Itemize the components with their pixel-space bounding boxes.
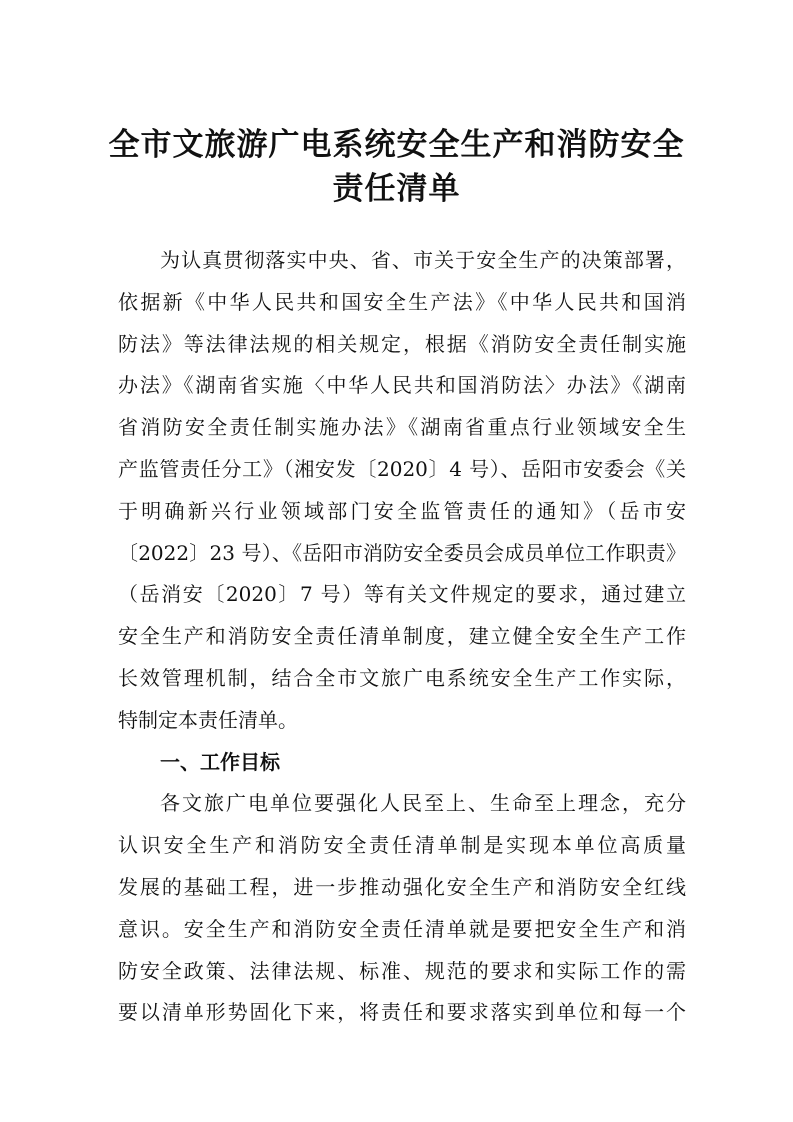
text-line: 于明确新兴行业领域部门安全监管责任的通知》（岳市安 <box>118 498 686 523</box>
text-line: 产监管责任分工》（湘安发〔2020〕4 号）、岳阳市安委会《关 <box>118 456 686 481</box>
intro-paragraph <box>118 240 686 742</box>
document-title <box>80 123 713 211</box>
text-line: 省消防安全责任制实施办法》《湖南省重点行业领域安全生 <box>118 415 686 440</box>
text-line: 认识安全生产和消防安全责任清单制是实现本单位高质量 <box>118 833 686 858</box>
text-line: 各文旅广电单位要强化人民至上、生命至上理念，充分 <box>160 791 686 816</box>
text-line: 要以清单形势固化下来，将责任和要求落实到单位和每一个 <box>118 1000 686 1025</box>
text-line: 安全生产和消防安全责任清单制度，建立健全安全生产工作 <box>118 624 686 649</box>
text-line: 〔2022〕23 号）、《岳阳市消防安全委员会成员单位工作职责》 <box>118 540 686 565</box>
text-line: 依据新《中华人民共和国安全生产法》《中华人民共和国消 <box>118 289 686 314</box>
title-line-2: 责任清单 <box>332 171 461 207</box>
text-line: 发展的基础工程，进一步推动强化安全生产和消防安全红线 <box>118 874 686 899</box>
section-heading: 一、工作目标 <box>160 749 280 774</box>
text-line: 防法》等法律法规的相关规定，根据《消防安全责任制实施 <box>118 331 686 356</box>
document-body <box>118 240 686 1034</box>
text-line: 办法》《湖南省实施〈中华人民共和国消防法〉办法》《湖南 <box>118 373 686 398</box>
text-line: 长效管理机制，结合全市文旅广电系统安全生产工作实际， <box>118 665 686 690</box>
text-line: 意识。安全生产和消防安全责任清单就是要把安全生产和消 <box>118 916 686 941</box>
title-line-1: 全市文旅游广电系统安全生产和消防安全 <box>108 127 685 163</box>
text-line: （岳消安〔2020〕7 号）等有关文件规定的要求，通过建立 <box>118 582 686 607</box>
text-line: 为认真贯彻落实中央、省、市关于安全生产的决策部署， <box>160 248 686 272</box>
text-line: 防安全政策、法律法规、标准、规范的要求和实际工作的需 <box>118 958 686 983</box>
text-line: 特制定本责任清单。 <box>118 707 298 732</box>
section-1-paragraph <box>118 783 686 1034</box>
